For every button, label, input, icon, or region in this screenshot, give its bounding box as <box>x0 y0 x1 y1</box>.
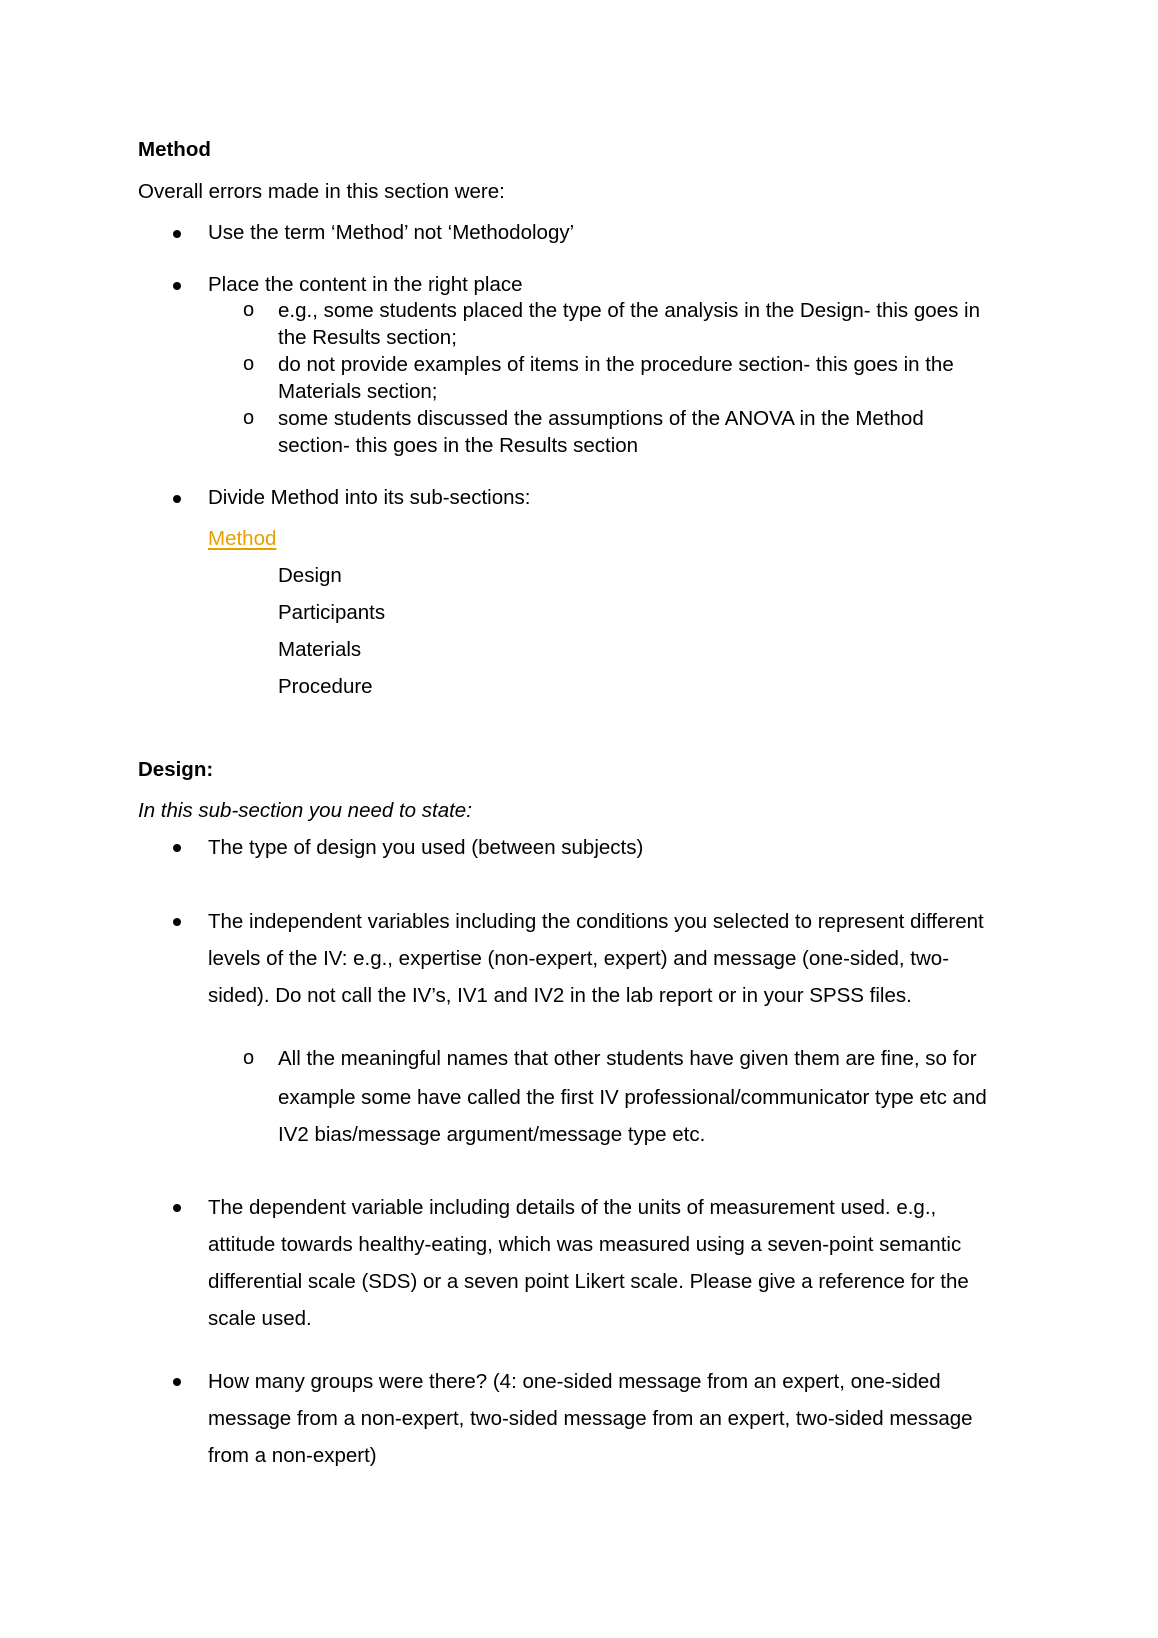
subsection-participants: Participants <box>278 601 386 624</box>
sub-bullet-marker: o <box>243 407 255 429</box>
method-bullet-3: Divide Method into its sub-sections: <box>208 486 531 509</box>
design-bullet-2-line-2: levels of the IV: e.g., expertise (non-expert, expert) and message (one-sided, two- <box>208 947 950 970</box>
design-bullet-3-line-4: scale used. <box>208 1307 312 1330</box>
bullet-icon <box>173 1204 181 1212</box>
sub-bullet-marker: o <box>243 353 255 375</box>
method-sub-1-line-2: the Results section; <box>278 326 457 349</box>
method-subsection-link[interactable]: Method <box>208 527 277 550</box>
subsection-materials: Materials <box>278 638 362 661</box>
bullet-icon <box>173 282 181 290</box>
method-intro: Overall errors made in this section were: <box>138 180 505 203</box>
bullet-icon <box>173 1378 181 1386</box>
subsection-procedure: Procedure <box>278 675 373 698</box>
design-bullet-3-line-1: The dependent variable including details of the units of measurement used. e.g., <box>208 1196 937 1219</box>
bullet-icon <box>173 918 181 926</box>
method-bullet-2: Place the content in the right place <box>208 273 523 296</box>
bullet-icon <box>173 844 181 852</box>
design-sub-line-2: example some have called the first IV professional/communicator type etc and <box>278 1086 987 1109</box>
design-sub-line-1: All the meaningful names that other students have given them are fine, so for <box>278 1047 977 1070</box>
bullet-icon <box>173 495 181 503</box>
method-sub-3-line-1: some students discussed the assumptions of the ANOVA in the Method <box>278 407 924 430</box>
design-bullet-3-line-3: differential scale (SDS) or a seven point Likert scale. Please give a reference for the <box>208 1270 969 1293</box>
design-bullet-4-line-1: How many groups were there? (4: one-sided message from an expert, one-sided <box>208 1370 941 1393</box>
subsection-design: Design <box>278 564 342 587</box>
design-heading: Design: <box>138 758 214 781</box>
bullet-icon <box>173 230 181 238</box>
method-sub-2-line-2: Materials section; <box>278 380 438 403</box>
method-sub-1-line-1: e.g., some students placed the type of the analysis in the Design- this goes in <box>278 299 980 322</box>
design-bullet-2-line-3: sided). Do not call the IV’s, IV1 and IV2 in the lab report or in your SPSS files. <box>208 984 912 1007</box>
method-sub-3-line-2: section- this goes in the Results section <box>278 434 639 457</box>
design-bullet-4-line-3: from a non-expert) <box>208 1444 377 1467</box>
sub-bullet-marker: o <box>243 299 255 321</box>
method-heading: Method <box>138 138 211 161</box>
design-intro: In this sub-section you need to state: <box>138 799 472 822</box>
design-bullet-4-line-2: message from a non-expert, two-sided message from an expert, two-sided message <box>208 1407 973 1430</box>
method-bullet-1: Use the term ‘Method’ not ‘Methodology’ <box>208 221 575 244</box>
design-sub-line-3: IV2 bias/message argument/message type etc. <box>278 1123 706 1146</box>
design-bullet-3-line-2: attitude towards healthy-eating, which was measured using a seven-point semantic <box>208 1233 962 1256</box>
sub-bullet-marker: o <box>243 1047 255 1069</box>
design-bullet-2-line-1: The independent variables including the conditions you selected to represent different <box>208 910 984 933</box>
method-sub-2-line-1: do not provide examples of items in the procedure section- this goes in the <box>278 353 954 376</box>
design-bullet-1: The type of design you used (between subjects) <box>208 836 644 859</box>
